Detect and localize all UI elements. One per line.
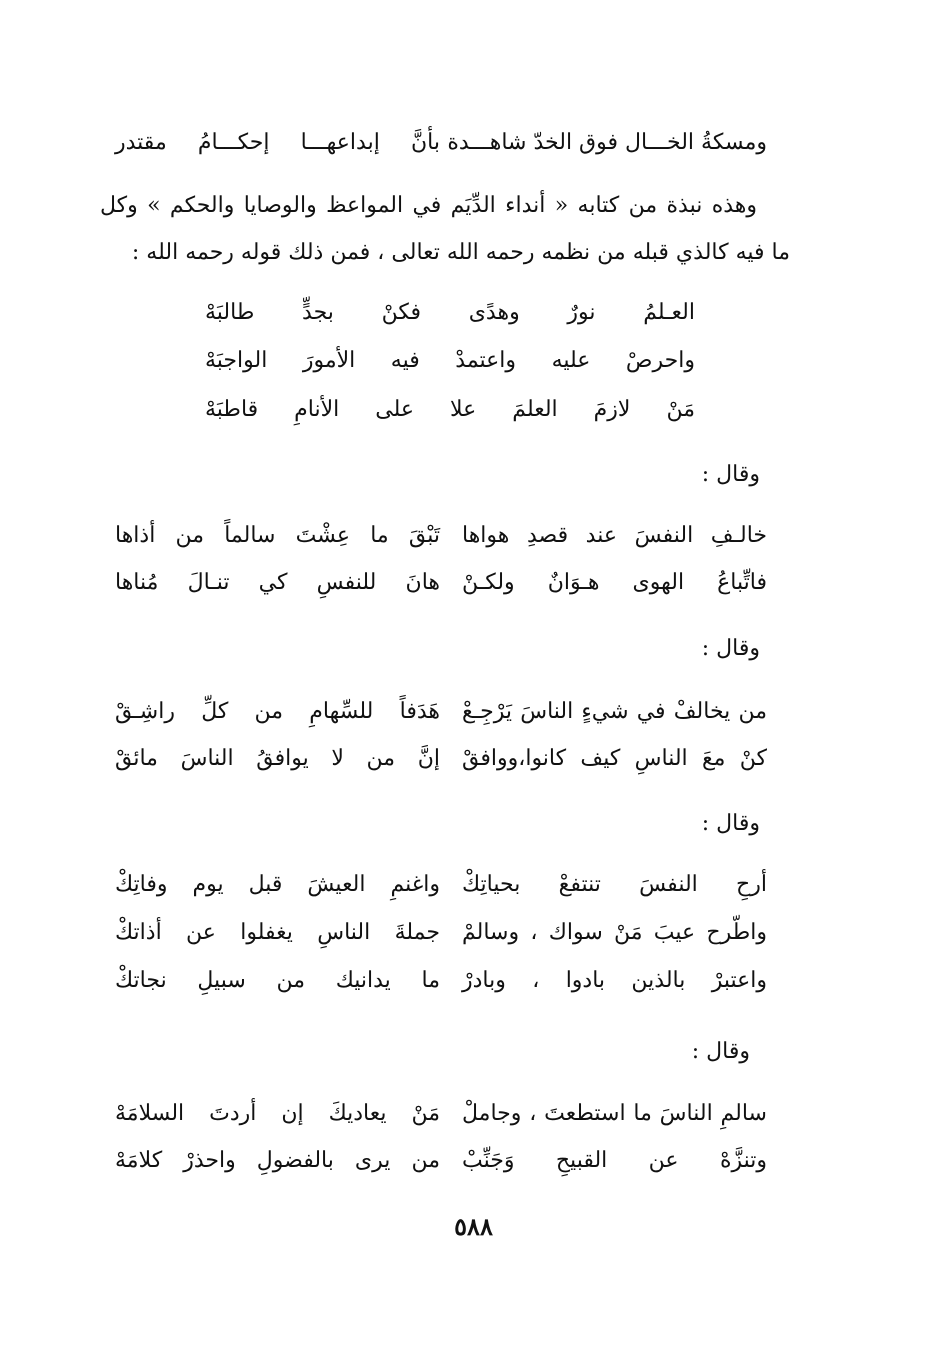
hemistich-second: جملةَ الناسِ يغفلوا عن أذاتكْ bbox=[115, 920, 440, 945]
hemistich-second: إنَّ من لا يوافقُ الناسَ مائقْ bbox=[115, 746, 440, 771]
hemistich-second: بأنَّ إبداعهـــا إحكـــامُ مقتدر bbox=[115, 130, 440, 155]
hemistich-second: تَبْقَ ما عِشْتَ سالماً من أذاها bbox=[115, 523, 440, 548]
page-number: ٥٨٨ bbox=[454, 1212, 493, 1241]
hemistich-first: سالمِ الناسَ ما استطعتَ ، وجاملْ bbox=[462, 1101, 767, 1126]
section-label: وقال : bbox=[701, 462, 760, 487]
verse-line bbox=[115, 697, 767, 727]
verse-line bbox=[115, 521, 767, 551]
verse-line bbox=[205, 395, 695, 425]
hemistich-second: هَدَفاً للسِّهامِ من كلِّ راشِـقْ bbox=[115, 699, 440, 724]
verse-line bbox=[115, 918, 767, 948]
verse-line bbox=[205, 346, 695, 376]
verse-line bbox=[115, 1099, 767, 1129]
hemistich-second: هانَ للنفسِ كي تنـالَ مُناها bbox=[115, 570, 440, 595]
hemistich-second: ما يدانيك من سبيلِ نجاتكْ bbox=[115, 968, 440, 993]
verse-line bbox=[115, 128, 767, 158]
verse-line bbox=[115, 744, 767, 774]
hemistich-second: واغنمِ العيشَ قبل يوم وفاتِكْ bbox=[115, 872, 440, 897]
hemistich-first: خالـفِ النفسَ عند قصدِ هواها bbox=[462, 523, 767, 548]
verse-line bbox=[115, 870, 767, 900]
prose-line: وهذه نبذة من كتابه « أنداء الدِّيَم في المواعظ والوصايا والحكم » وكل bbox=[100, 193, 757, 218]
hemistich-first: ومسكةُ الخـــال فوق الخدّ شاهـــدة bbox=[447, 130, 767, 155]
prose-line: ما فيه كالذي قبله من نظمه رحمه الله تعالى ، فمن ذلك قوله رحمه الله : bbox=[131, 240, 790, 265]
hemistich-first: من يخالفْ في شيءٍ الناسَ يَرْجِـعْ bbox=[462, 699, 767, 724]
hemistich-first: واطّرح عيبَ مَنْ سواك ، وسالمْ bbox=[462, 920, 767, 945]
verse-text: واحرصْ عليه واعتمدْ فيه الأمورَ الواجبَهْ bbox=[205, 348, 695, 373]
hemistich-first: وتنزَّهْ عن القبيحِ وَجَنِّبْ bbox=[462, 1148, 767, 1173]
verse-text: مَنْ لازمَ العلمَ علا على الأنامِ قاطبَهْ bbox=[205, 397, 695, 422]
section-label: وقال : bbox=[701, 811, 760, 836]
verse-text: العـلمُ نورٌ وهدًى فكنْ بجدٍّ طالبَهْ bbox=[205, 300, 695, 325]
hemistich-first: واعتبرْ بالذين بادوا ، وبادرْ bbox=[462, 968, 767, 993]
hemistich-first: أرحِ النفسَ تنتفعْ بحياتِكْ bbox=[462, 872, 767, 897]
hemistich-second: من يرى بالفضولِ واحذرْ كلامَهْ bbox=[115, 1148, 440, 1173]
section-label: وقال : bbox=[701, 636, 760, 661]
verse-line bbox=[115, 1146, 767, 1176]
hemistich-first: كنْ معَ الناسِ كيف كانوا،ووافقْ bbox=[462, 746, 767, 771]
hemistich-second: مَنْ يعاديكَ إن أردتَ السلامَهْ bbox=[115, 1101, 440, 1126]
verse-line bbox=[205, 298, 695, 328]
verse-line bbox=[115, 568, 767, 598]
section-label: وقال : bbox=[691, 1039, 750, 1064]
hemistich-first: فاتِّباعُ الهوى هـوَانٌ ولكـنْ bbox=[462, 570, 767, 595]
verse-line bbox=[115, 966, 767, 996]
